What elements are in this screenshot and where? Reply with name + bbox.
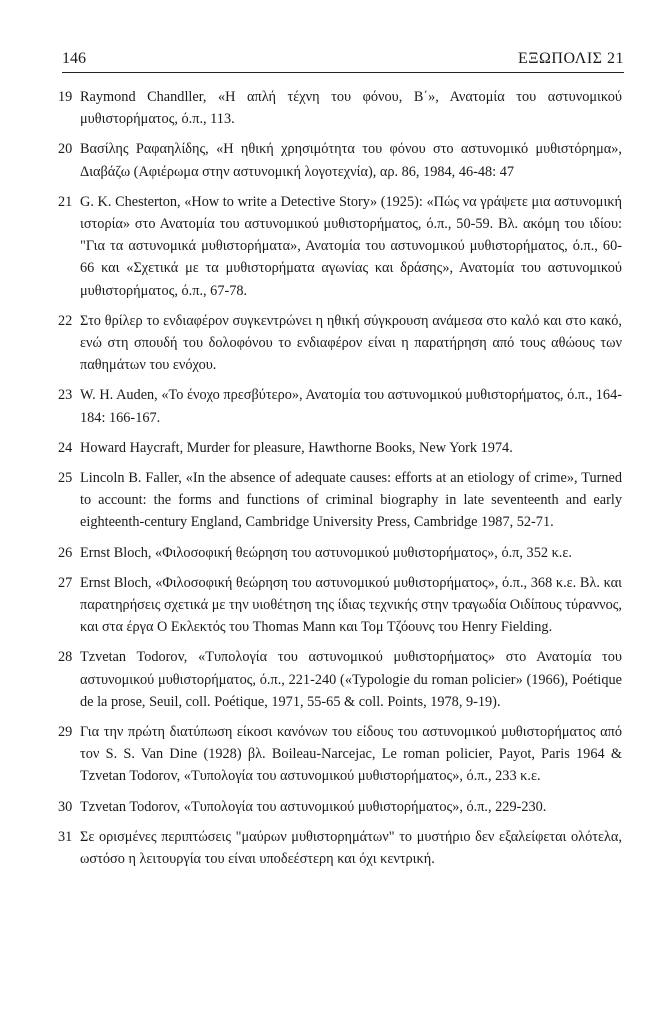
page-header [62,44,624,73]
endnote-31 [58,826,622,870]
endnote-number: 19 [58,89,73,105]
endnote-25 [58,467,622,534]
endnote-text: Tzvetan Todorov, «Τυπολογία του αστυνομικού μυθιστορήματος» στο Ανατομία του αστυνομικού μυθιστορήματος, ό.π., 221-240 («Typologie du roman policier» (1966), Poétique de la prose, Seuil, coll. Poétique, 1971, 55-65 & coll. Points, 1978, 9-19). [80,649,622,710]
endnotes-list [58,86,623,878]
endnote-number: 22 [58,312,73,329]
endnote-text: Ernst Bloch, «Φιλοσοφική θεώρηση του αστυνομικού μυθιστορήματος», ό.π, 352 κ.ε. [80,544,572,561]
endnote-text: Ernst Bloch, «Φιλοσοφική θεώρηση του αστυνομικού μυθιστορήματος», ό.π., 368 κ.ε. Βλ. και παρατηρήσεις σχετικά με την υιοθέτηση της ίδιας τεχνικής στην τραγωδία Οιδίπους τύραννος, και στα έργα Ο Εκλεκτός του Thomas Mann και Τομ Τζόουνς του Henry Fielding. [80,574,623,636]
endnote-text: Σε ορισμένες περιπτώσεις "μαύρων μυθιστορημάτων" το μυστήριο δεν εξαλείφεται ολότελα, ωστόσο η λειτουργία του είναι υποδεέστερη και όχι κεντρική. [80,828,622,868]
endnote-number: 24 [58,439,73,456]
endnote-22 [58,310,622,377]
endnote-text: G. K. Chesterton, «How to write a Detective Story» (1925): «Πώς να γράψετε μια αστυνομική ιστορία» στο Ανατομία του αστυνομικού μυθιστορήματος, ό.π., 50-59. Βλ. ακόμη του ιδίου: "Για τα αστυνομικά μυθιστορήματα», Ανατομία του αστυνομικού μυθιστορήματος, ό.π., 60-66 και «Σχετικά με τα μυθιστορήματα αγωνίας και δράσης», Ανατομία του αστυνομικού μυθιστορήματος, ό.π., 67-78. [80,193,622,299]
endnote-29 [58,721,622,788]
page-number: 146 [62,50,86,67]
endnote-20 [58,138,622,182]
endnote-30 [58,796,622,818]
endnote-number: 31 [58,828,73,845]
endnote-number: 21 [58,193,73,210]
endnote-19 [58,86,622,130]
endnote-27 [58,572,623,639]
endnote-text: Βασίλης Ραφαηλίδης, «Η ηθική χρησιμότητα του φόνου στο αστυνομικό μυθιστόρημα», Διαβάζω (Αφιέρωμα στην αστυνομική λογοτεχνία), αρ. 86, 1984, 46-48: 47 [80,141,622,180]
running-title: ΕΞΩΠΟΛΙΣ 21 [517,50,624,67]
endnote-text: Στο θρίλερ το ενδιαφέρον συγκεντρώνει η ηθική σύγκρουση ανάμεσα στο καλό και στο κακό, ενώ στη σπουδή του δολοφόνου το ενδιαφέρον είναι η παρατήρηση από τους αθώους των παθημάτων του ενόχου. [80,312,622,374]
endnote-number: 27 [58,574,73,591]
endnote-text: Lincoln B. Faller, «In the absence of adequate causes: efforts at an etiology of crime», Turned to account: the forms and functions of criminal biography in late seventeenth and early eighteenth-century England, Cambridge University Press, Cambridge 1987, 52-71. [80,470,622,531]
endnote-text: Raymond Chandller, «Η απλή τέχνη του φόνου, Β΄», Ανατομία του αστυνομικού μυθιστορήματος, ό.π., 113. [80,89,622,128]
endnote-21 [58,191,622,302]
endnote-number: 28 [58,649,73,666]
endnote-number: 23 [58,387,73,404]
endnote-24 [58,437,622,459]
endnote-number: 26 [58,544,73,561]
endnote-number: 25 [58,470,73,487]
endnote-text: Tzvetan Todorov, «Τυπολογία του αστυνομικού μυθιστορήματος», ό.π., 229-230. [80,798,547,815]
endnote-number: 20 [58,141,73,158]
endnote-text: Howard Haycraft, Murder for pleasure, Hawthorne Books, New York 1974. [80,439,513,456]
endnote-text: W. H. Auden, «Το ένοχο πρεσβύτερο», Ανατομία του αστυνομικού μυθιστορήματος, ό.π., 164-184: 166-167. [80,387,622,426]
endnote-number: 29 [58,724,73,741]
endnote-text: Για την πρώτη διατύπωση είκοσι κανόνων του είδους του αστυνομικού μυθιστορήματος από τον S. S. Van Dine (1928) βλ. Boileau-Narcejac, Le roman policier, Payot, Paris 1964 & Tzvetan Todorov, «Τυπολογία του αστυνομικού μυθιστορήματος», ό.π., 233 κ.ε. [80,724,622,785]
endnote-28 [58,646,622,713]
endnote-26 [58,542,622,564]
endnote-number: 30 [58,798,73,815]
endnote-23 [58,384,622,428]
